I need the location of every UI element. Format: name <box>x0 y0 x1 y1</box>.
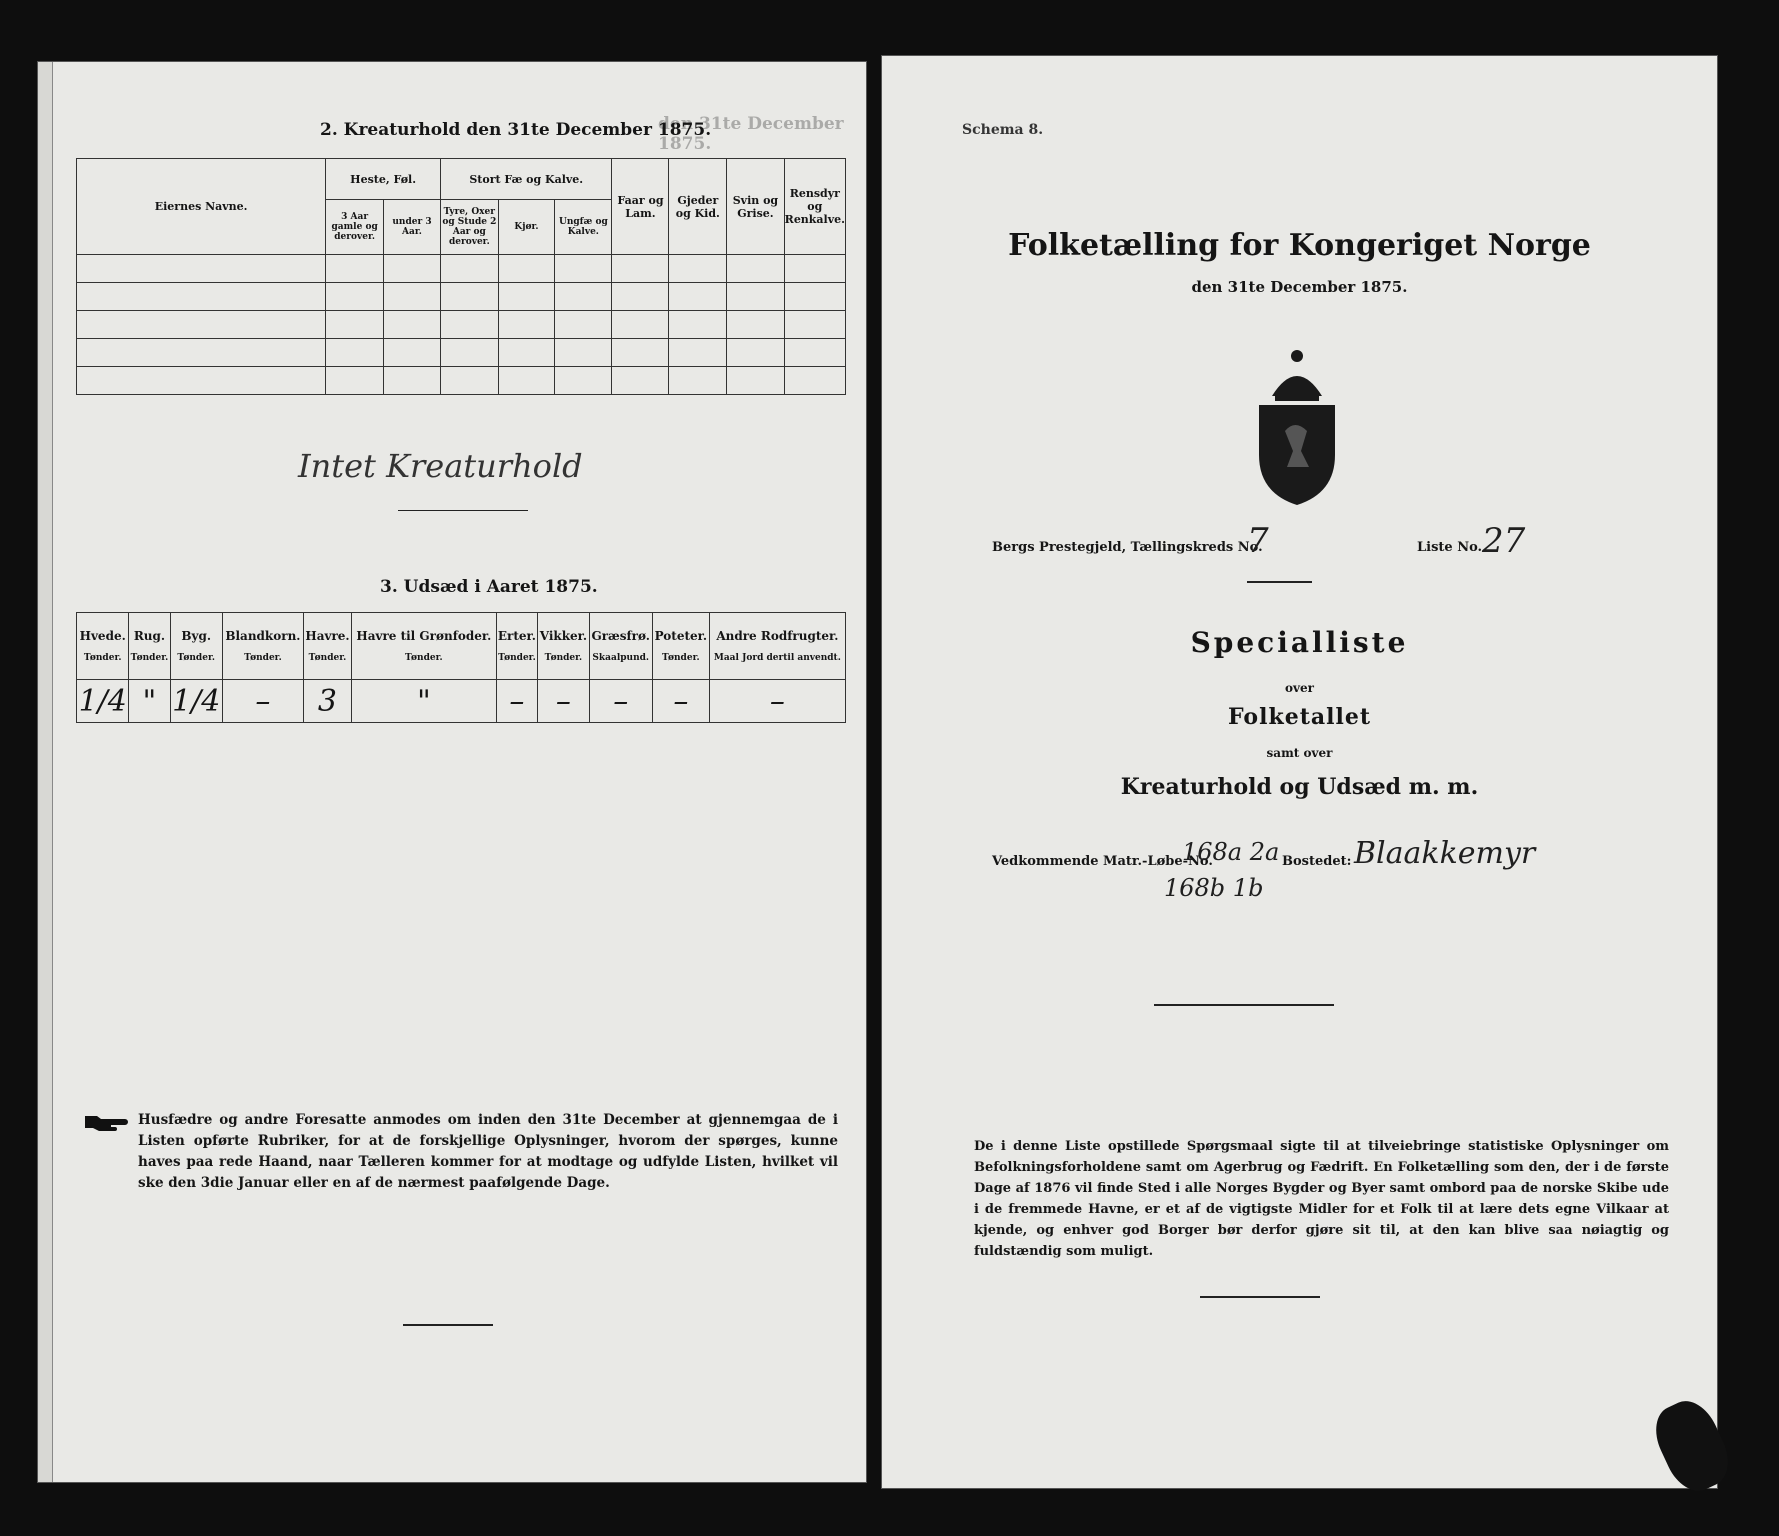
seed-col-header <box>709 613 845 680</box>
col-goats-header: Gjeder og Kid. <box>669 159 727 255</box>
page-stain <box>1646 1393 1738 1500</box>
seed-value-cell: – <box>652 680 709 723</box>
col-horses-old: 3 Aar gamle og derover. <box>326 200 384 255</box>
seed-col-header <box>303 613 351 680</box>
notice-text: Husfædre og andre Foresatte anmodes om inden den 31te December at gjennemgaa de i Listen opførte Rubriker, for at de forskjellige Oplysninger, hvorom der spørges, kunne haves paa rede Haand, naar Tælleren kommer for at modtage og udfylde Listen, hvilket vil ske den 3die Januar eller en af de nærmest paafølgende Dage. <box>138 1112 838 1191</box>
divider <box>403 1324 493 1326</box>
table-row <box>77 311 846 339</box>
list-label: Liste No. <box>1417 540 1483 555</box>
matr-value-2: 168b 1b <box>1164 874 1264 902</box>
col-pigs-header: Svin og Grise. <box>727 159 784 255</box>
seed-col-name: Rug. <box>133 629 166 643</box>
list-number: 27 <box>1482 521 1526 561</box>
seed-col-header <box>652 613 709 680</box>
livestock-table <box>76 158 846 395</box>
table-row <box>77 283 846 311</box>
seed-col-unit: Tønder. <box>130 653 169 663</box>
col-cattle-cows: Kjør. <box>498 200 555 255</box>
seed-col-unit: Tønder. <box>498 653 536 663</box>
bosted-value: Blaakkemyr <box>1354 836 1536 871</box>
col-sheep-header: Faar og Lam. <box>612 159 669 255</box>
document-date: den 31te December 1875. <box>1191 278 1408 296</box>
table-row <box>77 255 846 283</box>
folketallet-text: Folketallet <box>1228 704 1371 730</box>
seed-col-header <box>170 613 222 680</box>
livestock-note: Intet Kreaturhold <box>298 447 583 485</box>
ghost-header-left: den 31te December 1875. <box>658 114 844 154</box>
table-row <box>77 339 846 367</box>
seed-col-header <box>496 613 538 680</box>
document-title: Folketælling for Kongeriget Norge <box>1008 228 1591 263</box>
seed-col-name: Andre Rodfrugter. <box>716 629 839 643</box>
over-text: over <box>1285 681 1314 695</box>
seed-col-unit: Tønder. <box>308 653 347 663</box>
seed-col-header <box>352 613 497 680</box>
col-horses-young: under 3 Aar. <box>384 200 441 255</box>
pointing-hand-icon <box>83 1112 129 1134</box>
seed-value-cell: 3 <box>303 680 351 723</box>
seed-col-header <box>222 613 303 680</box>
seed-col-name: Poteter. <box>654 629 708 643</box>
specialliste-heading: Specialliste <box>1190 626 1409 659</box>
matr-label: Vedkommende Matr.-Løbe-No. <box>992 854 1213 869</box>
kreaturhold-text: Kreaturhold og Udsæd m. m. <box>1120 774 1479 800</box>
seed-col-unit: Tønder. <box>83 653 122 663</box>
seed-col-unit: Tønder. <box>244 653 282 663</box>
seed-value-cell: – <box>538 680 589 723</box>
table-row <box>77 367 846 395</box>
section3-title: 3. Udsæd i Aaret 1875. <box>380 577 598 597</box>
seed-value-cell: – <box>496 680 538 723</box>
seed-value-cell: " <box>352 680 497 723</box>
col-reindeer-header: Rensdyr og Renkalve. <box>784 159 845 255</box>
left-page <box>38 62 866 1482</box>
footer-text: De i denne Liste opstillede Spørgsmaal sigte til at tilveiebringe statistiske Oplysninger om Befolkningsforholdene samt om Agerbrug og Fædrift. En Folketælling som den, der i de første Dage af 1876 vil finde Sted i alle Norges Bygder og Byer samt ombord paa de norske Skibe ude i de fremmede Havne, er et af de vigtigste Midler for et Folk til at lære dets egne Vilkaar at kjende, og enhver god Borger bør derfor gjøre sit til, at den kan blive saa nøiagtig og fuldstændig som muligt. <box>974 1139 1669 1259</box>
seed-col-name: Erter. <box>497 629 536 643</box>
seed-col-name: Vikker. <box>539 629 588 643</box>
col-owner-header: Eiernes Navne. <box>77 159 326 255</box>
schema-label: Schema 8. <box>962 122 1044 138</box>
seed-col-header <box>538 613 589 680</box>
seed-value-cell: – <box>222 680 303 723</box>
col-horses-header: Heste, Føl. <box>326 159 441 200</box>
divider <box>398 510 528 511</box>
right-page <box>882 56 1717 1488</box>
seed-col-name: Græsfrø. <box>591 629 650 643</box>
divider <box>1154 1004 1334 1006</box>
seed-value-cell: " <box>129 680 170 723</box>
matr-value: 168a 2a <box>1182 838 1280 866</box>
seed-col-name: Havre til Grønfoder. <box>356 629 492 643</box>
seed-col-unit: Tønder. <box>177 653 216 663</box>
seed-col-unit: Skaalpund. <box>592 653 650 663</box>
samt-over-text: samt over <box>1266 746 1333 760</box>
seed-col-unit: Tønder. <box>405 653 443 663</box>
seed-col-unit: Maal Jord dertil anvendt. <box>713 653 841 663</box>
section2-title: 2. Kreaturhold den 31te December 1875. <box>320 120 712 140</box>
seed-value-cell: 1/4 <box>77 680 129 723</box>
col-cattle-header: Stort Fæ og Kalve. <box>440 159 612 200</box>
seed-value-cell: – <box>589 680 652 723</box>
seed-col-header <box>589 613 652 680</box>
seed-value-cell: – <box>709 680 845 723</box>
parish-label: Bergs Prestegjeld, Tællingskreds No. <box>992 540 1263 555</box>
seed-col-unit: Tønder. <box>662 653 700 663</box>
page-edge-strip <box>38 62 53 1482</box>
seed-col-header <box>77 613 129 680</box>
col-cattle-young: Ungfæ og Kalve. <box>555 200 612 255</box>
seed-col-name: Hvede. <box>79 629 126 643</box>
seed-table <box>76 612 846 723</box>
district-number: 7 <box>1247 521 1269 561</box>
seed-col-name: Blandkorn. <box>225 629 301 643</box>
seed-col-unit: Tønder. <box>544 653 583 663</box>
seed-col-name: Byg. <box>181 629 212 643</box>
seed-col-name: Havre. <box>305 629 350 643</box>
divider <box>1200 1296 1320 1298</box>
seed-value-cell: 1/4 <box>170 680 222 723</box>
bosted-label: Bostedet: <box>1282 854 1352 869</box>
coat-of-arms-icon <box>1247 341 1347 506</box>
divider <box>1247 581 1312 583</box>
seed-col-header <box>129 613 170 680</box>
col-cattle-oxen: Tyre, Oxer og Stude 2 Aar og derover. <box>440 200 498 255</box>
